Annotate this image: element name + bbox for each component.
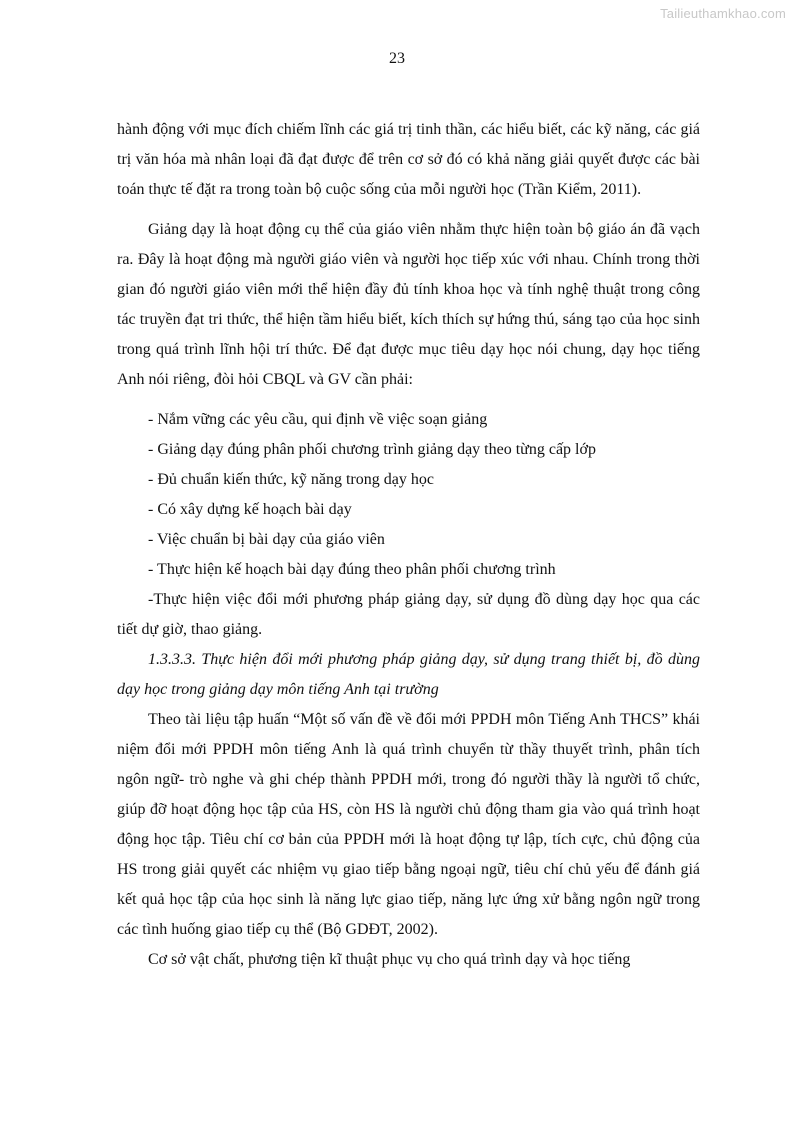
- page-number: 23: [389, 50, 405, 67]
- list-item: - Đủ chuẩn kiến thức, kỹ năng trong dạy học: [148, 471, 434, 488]
- paragraph-3: -Thực hiện việc đổi mới phương pháp giảng dạy, sử dụng đồ dùng dạy học qua các tiết dự giờ, thao giảng.: [117, 591, 700, 638]
- paragraph-4: Theo tài liệu tập huấn “Một số vấn đề về đổi mới PPDH môn Tiếng Anh THCS” khái niệm đổi mới PPDH môn tiếng Anh là quá trình chuyển từ thầy thuyết trình, phân tích ngôn ngữ- trò nghe và ghi chép thành PPDH mới, trong đó người thầy là người tổ chức, giúp đỡ hoạt động học tập của HS, còn HS là người chủ động tham gia vào quá trình hoạt động học tập. Tiêu chí cơ bản của PPDH mới là hoạt động tự lập, tích cực, chủ động của HS trong giải quyết các nhiệm vụ giao tiếp bằng ngoại ngữ, tiêu chí chủ yếu để đánh giá kết quả học tập của học sinh là năng lực giao tiếp, năng lực ứng xử bằng ngôn ngữ trong các tình huống giao tiếp cụ thể (Bộ GDĐT, 2002).: [117, 711, 700, 938]
- list-item: - Thực hiện kế hoạch bài dạy đúng theo phân phối chương trình: [148, 561, 556, 578]
- list-item: - Giảng dạy đúng phân phối chương trình giảng dạy theo từng cấp lớp: [148, 441, 596, 458]
- document-body: [117, 115, 700, 975]
- paragraph-2: Giảng dạy là hoạt động cụ thể của giáo viên nhằm thực hiện toàn bộ giáo án đã vạch ra. Đây là hoạt động mà người giáo viên và người học tiếp xúc với nhau. Chính trong thời gian đó người giáo viên mới thể hiện đầy đủ tính khoa học và tính nghệ thuật trong công tác truyền đạt tri thức, thể hiện tầm hiểu biết, kích thích sự hứng thú, sáng tạo của học sinh trong quá trình lĩnh hội trí thức. Để đạt được mục tiêu dạy học nói chung, dạy học tiếng Anh nói riêng, đòi hỏi CBQL và GV cần phải:: [117, 221, 700, 388]
- paragraph-5: Cơ sở vật chất, phương tiện kĩ thuật phục vụ cho quá trình dạy và học tiếng: [148, 951, 631, 968]
- section-heading: 1.3.3.3. Thực hiện đổi mới phương pháp giảng dạy, sử dụng trang thiết bị, đồ dùng dạy học trong giảng dạy môn tiếng Anh tại trường: [117, 651, 700, 698]
- list-item: - Nắm vững các yêu cầu, qui định về việc soạn giảng: [148, 411, 488, 428]
- list-item: - Có xây dựng kế hoạch bài dạy: [148, 501, 352, 518]
- list-item: - Việc chuẩn bị bài dạy của giáo viên: [148, 531, 385, 548]
- requirements-list: [117, 405, 700, 585]
- watermark: Tailieuthamkhao.com: [660, 6, 786, 21]
- paragraph-1: hành động với mục đích chiếm lĩnh các giá trị tinh thần, các hiểu biết, các kỹ năng, các giá trị văn hóa mà nhân loại đã đạt được để trên cơ sở đó có khả năng giải quyết được các bài toán thực tế đặt ra trong toàn bộ cuộc sống của mỗi người học (Trần Kiểm, 2011).: [117, 121, 700, 198]
